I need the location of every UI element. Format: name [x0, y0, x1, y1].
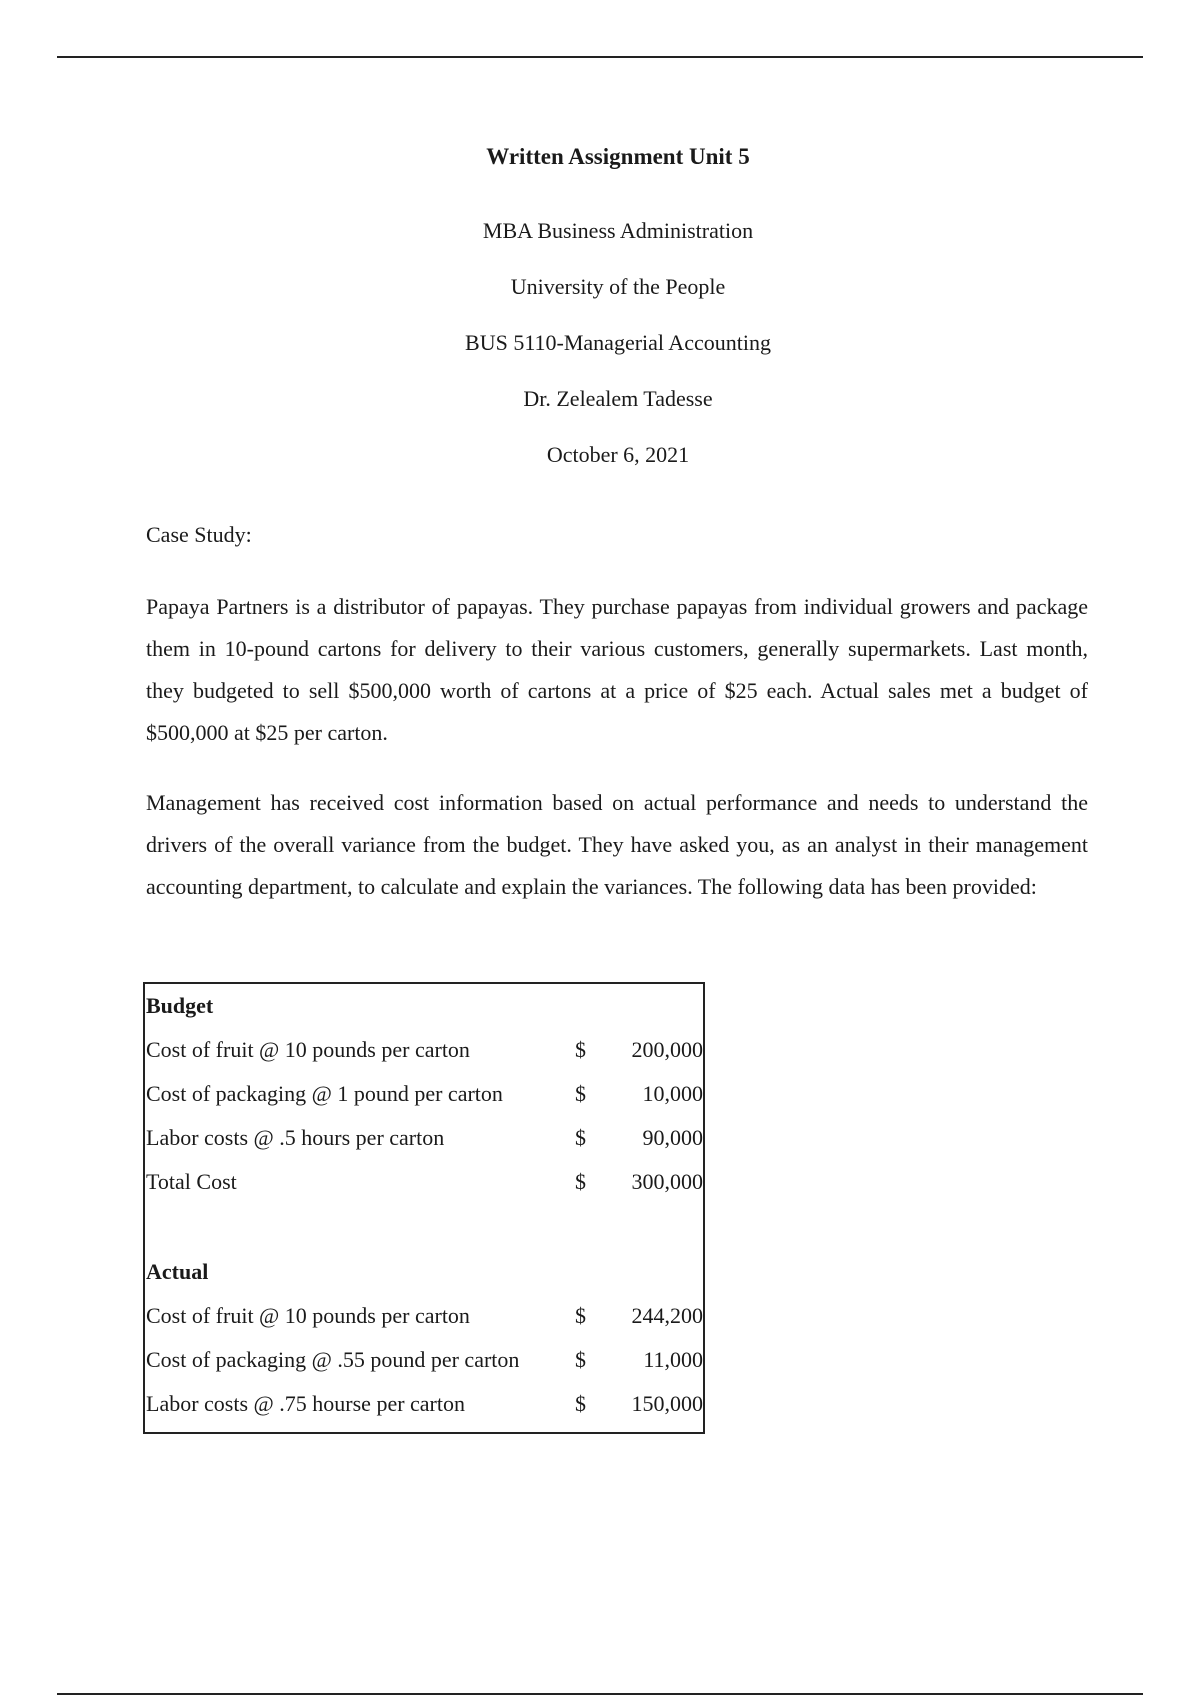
- actual-heading: Actual: [146, 1259, 209, 1284]
- table-row: [145, 1382, 703, 1426]
- table-row: [145, 1116, 703, 1160]
- row-amount: 10,000: [642, 1081, 703, 1106]
- course-line: BUS 5110-Managerial Accounting: [465, 330, 771, 355]
- document-title: Written Assignment Unit 5: [486, 144, 750, 169]
- row-label: Cost of packaging @ .55 pound per carton: [146, 1347, 520, 1372]
- row-amount: 11,000: [643, 1347, 703, 1372]
- row-amount: 90,000: [642, 1125, 703, 1150]
- university-line: University of the People: [510, 274, 726, 299]
- program-line: MBA Business Administration: [482, 218, 754, 243]
- row-label: Labor costs @ .5 hours per carton: [146, 1125, 445, 1150]
- row-amount: 300,000: [631, 1169, 703, 1194]
- row-amount: 244,200: [631, 1303, 703, 1328]
- row-currency: $: [575, 1169, 586, 1194]
- table-row: [145, 1028, 703, 1072]
- row-amount: 200,000: [631, 1037, 703, 1062]
- paragraph-intro: Papaya Partners is a distributor of papayas. They purchase papayas from individual growers and package them in 10-pound cartons for delivery to their various customers, generally supermarkets. Last month, they budgeted to sell $500,000 worth of cartons at a price of $25 each. Actual sales met a budget of $500,000 at $25 per carton.: [146, 594, 1088, 745]
- table-row: [145, 1072, 703, 1116]
- instructor-line: Dr. Zelealem Tadesse: [523, 386, 713, 411]
- row-currency: $: [575, 1081, 586, 1106]
- row-label: Labor costs @ .75 hourse per carton: [146, 1391, 465, 1416]
- row-currency: $: [575, 1037, 586, 1062]
- row-currency: $: [575, 1125, 586, 1150]
- title-block: [0, 142, 1200, 470]
- row-label: Cost of fruit @ 10 pounds per carton: [146, 1303, 470, 1328]
- row-label: Total Cost: [146, 1169, 237, 1194]
- row-label: Cost of packaging @ 1 pound per carton: [146, 1081, 503, 1106]
- table-row: [145, 1294, 703, 1338]
- table-row: [145, 1338, 703, 1382]
- paragraph-management: Management has received cost information based on actual performance and needs to understand the drivers of the overall variance from the budget. They have asked you, as an analyst in their management accounting department, to calculate and explain the variances. The following data has been provided:: [146, 790, 1088, 899]
- row-currency: $: [575, 1303, 586, 1328]
- row-label: Cost of fruit @ 10 pounds per carton: [146, 1037, 470, 1062]
- row-currency: $: [575, 1347, 586, 1372]
- budget-heading-row: [145, 984, 703, 1028]
- row-amount: 150,000: [631, 1391, 703, 1416]
- date-line: October 6, 2021: [546, 442, 690, 467]
- bottom-rule: [57, 1693, 1143, 1695]
- table-row-total: [145, 1160, 703, 1204]
- case-study-label: Case Study:: [146, 522, 252, 547]
- cost-data-table: [143, 982, 705, 1434]
- actual-heading-row: [145, 1250, 703, 1294]
- budget-heading: Budget: [146, 993, 214, 1018]
- row-currency: $: [575, 1391, 586, 1416]
- top-rule: [57, 56, 1143, 58]
